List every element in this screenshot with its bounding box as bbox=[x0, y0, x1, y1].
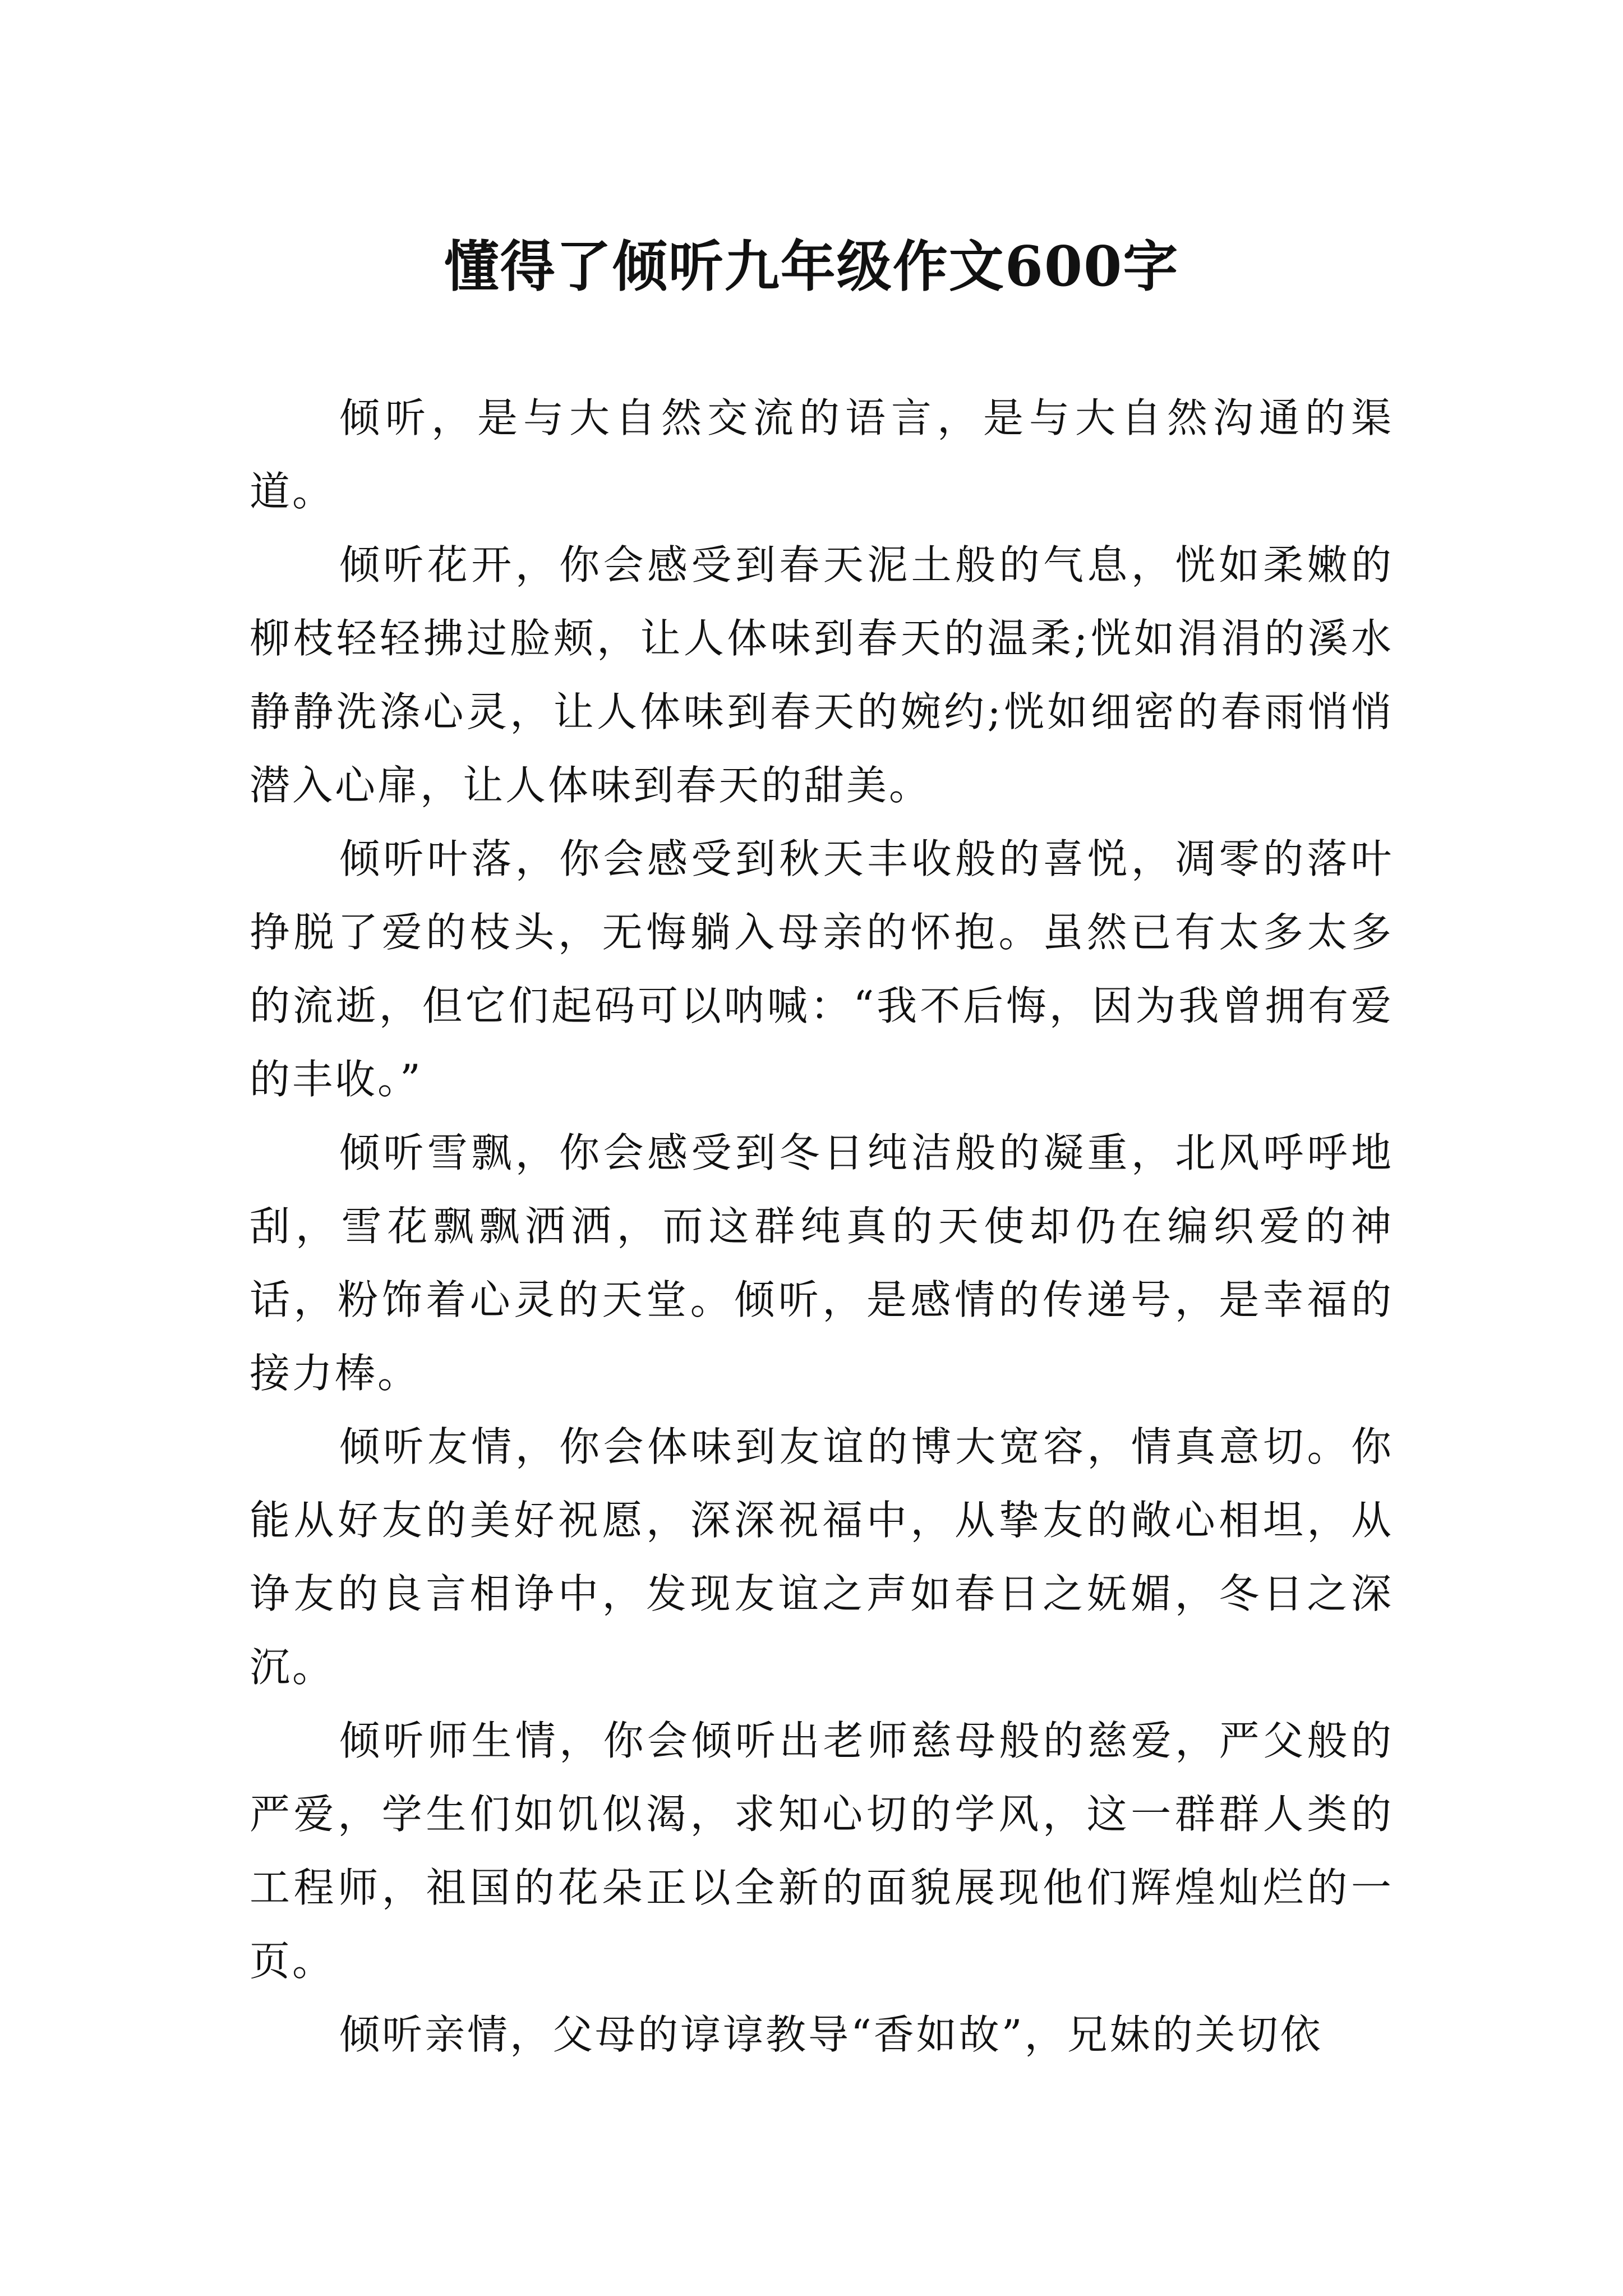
paragraph: 倾听花开，你会感受到春天泥土般的气息，恍如柔嫩的柳枝轻轻拂过脸颊，让人体味到春天的温柔;恍如涓涓的溪水静静洗涤心灵，让人体味到春天的婉约;恍如细密的春雨悄悄潜入心扉，让人体味到春天的甜美。 bbox=[250, 541, 1394, 809]
paragraph: 倾听叶落，你会感受到秋天丰收般的喜悦，凋零的落叶挣脱了爱的枝头，无悔躺入母亲的怀抱。虽然已有太多太多的流逝，但它们起码可以呐喊：“我不后悔，因为我曾拥有爱的丰收。” bbox=[250, 835, 1394, 1103]
paragraph: 倾听，是与大自然交流的语言，是与大自然沟通的渠道。 bbox=[250, 394, 1394, 515]
document-title: 懂得了倾听九年级作文600字 bbox=[444, 234, 1179, 299]
paragraph: 倾听雪飘，你会感受到冬日纯洁般的凝重，北风呼呼地刮，雪花飘飘洒洒，而这群纯真的天使却仍在编织爱的神话，粉饰着心灵的天堂。倾听，是感情的传递号，是幸福的接力棒。 bbox=[250, 1129, 1394, 1397]
document-body bbox=[250, 381, 1394, 2072]
paragraph: 倾听亲情，父母的谆谆教导“香如故”，兄妹的关切依 bbox=[339, 2011, 1323, 2058]
paragraph: 倾听师生情，你会倾听出老师慈母般的慈爱，严父般的严爱，学生们如饥似渴，求知心切的学风，这一群群人类的工程师，祖国的花朵正以全新的面貌展现他们辉煌灿烂的一页。 bbox=[250, 1717, 1394, 1985]
paragraph: 倾听友情，你会体味到友谊的博大宽容，情真意切。你能从好友的美好祝愿，深深祝福中，从挚友的敞心相坦，从诤友的良言相诤中，发现友谊之声如春日之妩媚，冬日之深沉。 bbox=[250, 1423, 1394, 1691]
